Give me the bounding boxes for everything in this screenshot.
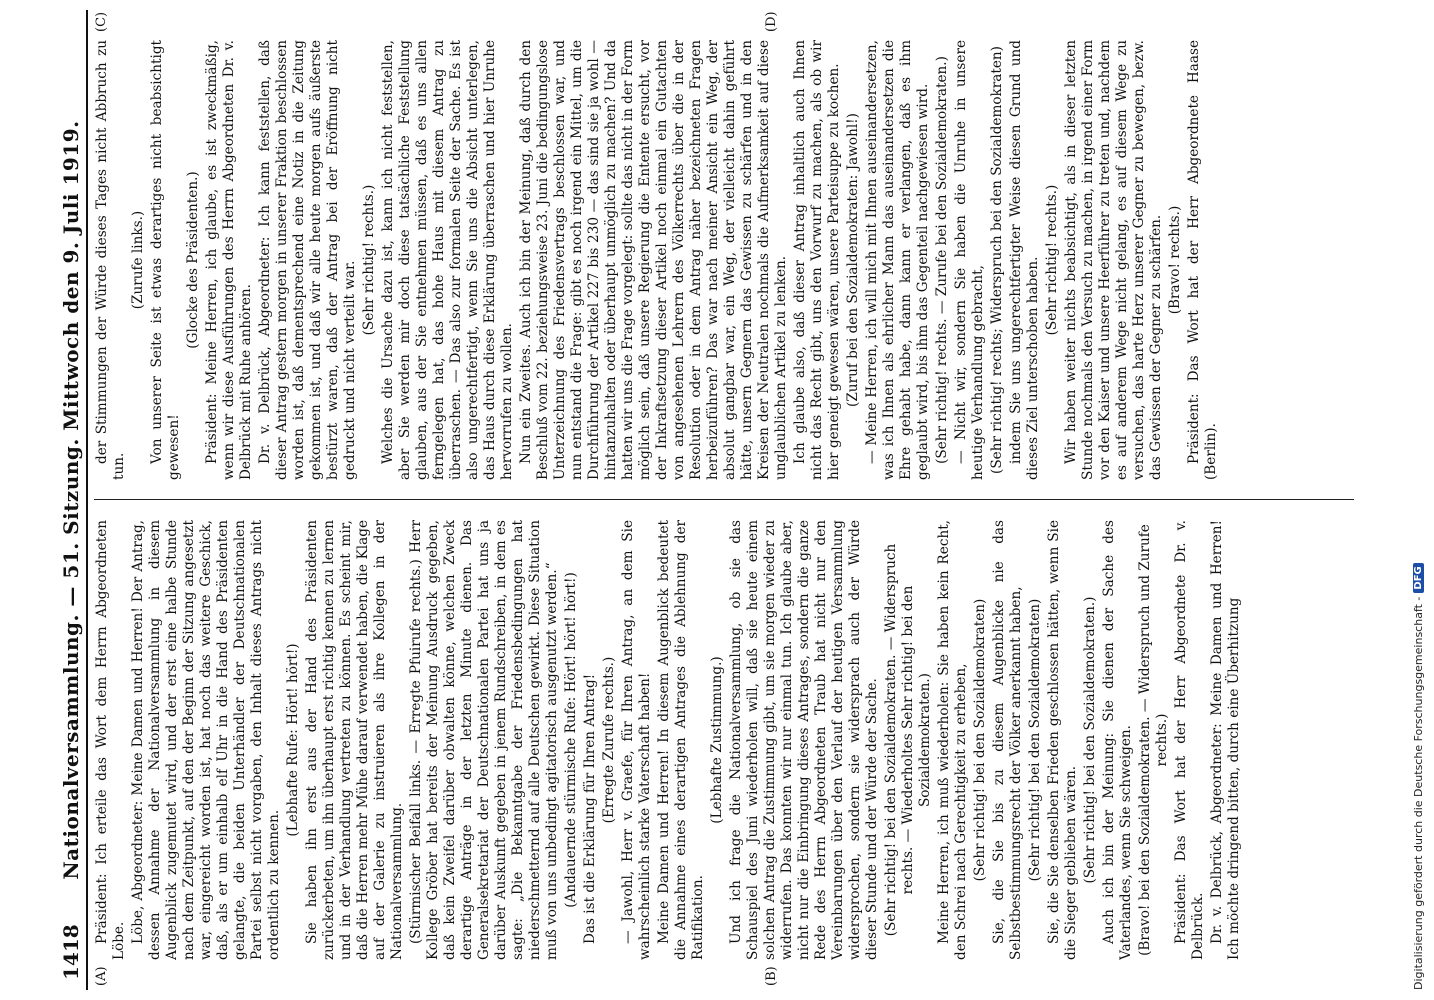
paragraph: (Glocke des Präsidenten.): [185, 171, 201, 349]
running-head: Nationalversammlung. — 51. Sitzung. Mittwoch den 9. Juli 1919.: [59, 120, 83, 880]
credit-text: Digitalisierung gefördert durch die Deutsche Forschungsgemeinschaft -: [1411, 596, 1425, 990]
paragraph: (Zuruf bei den Sozialdemokraten: Jawohl!): [845, 113, 861, 407]
paragraph: — Nicht wir, sondern Sie haben die Unruhe in unsere heutige Verhandlung gebracht,: [953, 40, 986, 480]
page-body: [60, 10, 1360, 990]
paragraph: (Sehr richtig! rechts; Widerspruch bei den Sozialdemokraten): [989, 46, 1005, 474]
paragraph: (Sehr richtig! rechts.): [1044, 184, 1060, 336]
paragraph: Sie, die Sie denselben Frieden geschlossen hätten, wenn Sie die Sieger geblieben wären.: [1046, 520, 1079, 960]
margin-mark-c: (C): [94, 11, 109, 32]
paragraph: (Sehr richtig! bei den Sozialdemokraten. — Widerspruch rechts. — Wiederholtes Sehr richtig! bei den Sozialdemokraten.): [883, 543, 933, 937]
right-column: [94, 40, 1354, 480]
digitization-credit: [1408, 10, 1428, 990]
paragraph: Und ich frage die Nationalversammlung, ob sie das Schauspiel des Juni wiederholen will, daß sie heute einem solchen Antrag die Zustimmung gibt, um sie morgen wieder zu widerrufen. Das konnten wir nur einmal tun. Ich glaube aber, nicht nur die Einbringung dieses Antrages, sondern die ganze Rede des Herrn Abgeordneten Traub hat nicht nur den Vereinbarungen über den Verlauf der heutigen Versammlung widersprochen, sondern sie widersprach auch der Würde dieser Stunde und der Würde der Sache.: [728, 520, 880, 960]
margin-mark-a: (A): [94, 966, 109, 986]
left-column: [94, 520, 1354, 960]
paragraph: Ich glaube also, daß dieser Antrag inhaltlich auch Ihnen nicht das Recht gibt, uns den Vorwurf zu machen, als ob wir hier geneigt gewesen wären, unsere Parteisuppe zu kochen.: [792, 40, 842, 480]
paragraph: (Stürmischer Beifall links. — Erregte Pfuirufe rechts.) Herr Kollege Gröber hat bereits der Meinung Ausdruck gegeben, daß kein Zweifel darüber obwalten könne, welchen Zweck derartige Anträge in der letzten Minute dienen. Das Generalsekretariat der Deutschnationalen Partei hat uns ja darüber Auskunft gegeben in jenem Rundschreiben, in dem es sagte: „Die Bekanntgabe der Friedensbedingungen hat niederschmetternd auf alle Deutschen gewirkt. Diese Situation muß von uns unbedingt agitatorisch ausgenutzt werden.“: [408, 520, 560, 960]
margin-mark-d: (D): [764, 11, 779, 32]
paragraph: Meine Damen und Herren! In diesem Augenblick bedeutet die Annahme eines derartigen Antrages die Ablehnung der Ratifikation.: [656, 520, 706, 960]
paragraph: Von unserer Seite ist etwas derartiges nicht beabsichtigt gewesen!: [149, 40, 182, 480]
paragraph: (Sehr richtig! rechts. — Zurufe bei den Sozialdemokraten.): [934, 56, 950, 464]
paragraph: (Sehr richtig! rechts.): [361, 184, 377, 336]
paragraph: Das ist die Erklärung für Ihren Antrag!: [582, 673, 598, 944]
paragraph: Sie, die Sie bis zu diesem Augenblicke nie das Selbstbestimmungsrecht der Völker anerkannt haben,: [991, 520, 1024, 960]
paragraph: Löbe, Abgeordneter: Meine Damen und Herren! Der Antrag, dessen Annahme der Nationalversammlung in diesem Augenblick zugemutet wird, und der erst eine halbe Stunde nach dem Zeitpunkt, auf den der Beginn der Sitzung angesetzt war, eingereicht worden ist, hat noch das weitere Geschick, daß, als er um einhalb elf Uhr in die Hand des Präsidenten gelangte, die beiden Unterhändler der Deutschnationalen Partei selbst nicht vorgaben, den Inhalt dieses Antrags nicht ordentlich zu kennen.: [130, 520, 282, 960]
paragraph: (Andauernde stürmische Rufe: Hört! hört! hört!): [563, 572, 579, 908]
paragraph: Präsident: Ich erteile das Wort dem Herrn Abgeordneten Löbe.: [94, 520, 127, 960]
paragraph: Meine Herren, ich muß wiederholen: Sie haben kein Recht, den Schrei nach Gerechtigkeit zu erheben,: [936, 520, 969, 960]
paragraph: (Zurufe links.): [130, 210, 146, 310]
dfg-logo-icon: DFG: [1413, 563, 1424, 592]
page-header: [60, 10, 88, 990]
paragraph: (Bravo! rechts.): [1167, 205, 1183, 315]
paragraph: — Jawohl, Herr v. Graefe, für Ihren Antrag, an dem Sie wahrscheinlich starke Vaterschaft haben!: [620, 520, 653, 960]
text-columns: [94, 10, 1354, 990]
paragraph: (Sehr richtig! bei den Sozialdemokraten.): [1082, 596, 1098, 884]
paragraph: (Sehr richtig! bei den Sozialdemokraten): [972, 598, 988, 882]
paragraph: Auch ich bin der Meinung: Sie dienen der Sache des Vaterlandes, wenn Sie schweigen.: [1101, 520, 1134, 960]
paragraph: Präsident: Meine Herren, ich glaube, es ist zweckmäßig, wenn wir diese Ausführungen des Herrn Abgeordneten Dr. v. Delbrück mit Ruhe anhören.: [204, 40, 254, 480]
paragraph: Dr. v. Delbrück, Abgeordneter: Meine Damen und Herren! Ich möchte dringend bitten, durch eine Überhitzung: [1209, 520, 1242, 960]
paragraph: — Meine Herren, ich will mich mit Ihnen auseinandersetzen, was ich Ihnen als ehrlicher Mann das auseinandersetzen die Ehre gehabt habe, dann kann er verlangen, daß es ihm geglaubt wird, bis ihm das Gegenteil nachgewiesen wird.: [864, 40, 931, 480]
paragraph: (Erregte Zurufe rechts.): [601, 656, 617, 824]
paragraph: Präsident: Das Wort hat der Herr Abgeordnete Dr. v. Delbrück.: [1173, 520, 1206, 960]
page-number: 1418: [59, 924, 83, 980]
paragraph: (Bravo! bei den Sozialdemokraten. — Widerspruch und Zurufe rechts.): [1137, 524, 1170, 956]
paragraph: Nun ein Zweites. Auch ich bin der Meinung, daß durch den Beschluß vom 22. beziehungsweise 23. Juni die bedingungslose Unterzeichnung des Friedensvertrags beschlossen war, und nun entstand die Frage: gibt es noch irgend ein Mittel, um die Durchführung der Artikel 227 bis 230 — das sind sie ja wohl — hintanzuhalten oder überhaupt unmöglich zu machen? Und da hatten wir uns die Frage vorgelegt: sollte das nicht in der Form möglich sein, daß unsere Regierung die Entente ersucht, vor der Inkraftsetzung dieser Artikel noch einmal ein Gutachten von angesehenen Lehrern des Völkerrechts über die in der Resolution oder in dem Antrag näher bezeichneten Fragen herbeizuführen? Das war nach meiner Ansicht ein Weg, der absolut gangbar war, ein Weg, der vielleicht dahin geführt hätte, unsern Gegnern das Gewissen zu schärfen und in den Kreisen der Neutralen nochmals die Aufmerksamkeit auf diese unglaublichen Artikel zu lenken.: [518, 40, 789, 480]
paragraph: Sie haben ihn erst aus der Hand des Präsidenten zurückerbeten, um ihn überhaupt erst richtig kennen zu lernen und in der Verhandlung vertreten zu können. Es scheint mir, daß die Herren mehr Mühe darauf verwendet haben, die Klage auf der Galerie zu instruieren als ihre Kollegen in der Nationalversammlung.: [304, 520, 405, 960]
paragraph: Dr. v. Delbrück, Abgeordneter: Ich kann feststellen, daß dieser Antrag gestern morgen in unserer Fraktion beschlossen worden ist, daß dementsprechend eine Notiz in die Zeitung gekommen ist, und daß wir alle heute morgen aufs äußerste bestürzt waren, daß der Antrag bei der Eröffnung nicht gedruckt und nicht verteilt war.: [257, 40, 358, 480]
paragraph: Welches die Ursache dazu ist, kann ich nicht feststellen, aber Sie werden mir doch diese tatsächliche Feststellung glauben, aus der Sie entnehmen müssen, daß es uns allen ferngelegen hat, das hohe Haus mit diesem Antrag zu überraschen. — Das also zur formalen Seite der Sache. Es ist also ungerechtfertigt, wenn Sie uns die Absicht unterlegen, das Haus durch diese Erklärung überraschen und hier Unruhe hervorrufen zu wollen.: [380, 40, 515, 480]
paragraph: Wir haben weiter nichts beabsichtigt, als in dieser letzten Stunde nochmals den Versuch zu machen, in irgend einer Form vor den Kaiser und unsere Heerführer zu treten und, nachdem es auf anderem Wege nicht gelang, es auf diesem Wege zu versuchen, das harte Herz unserer Gegner zu bewegen, bezw. das Gewissen der Gegner zu schärfen.: [1063, 40, 1164, 480]
paragraph: (Sehr richtig! bei den Sozialdemokraten): [1027, 598, 1043, 882]
paragraph: indem Sie uns ungerechtfertigter Weise diesen Grund und dieses Ziel unterschoben haben.: [1008, 40, 1041, 480]
column-divider: [94, 499, 1354, 500]
paragraph: (Lebhafte Zustimmung.): [709, 656, 725, 824]
paragraph: (Lebhafte Rufe: Hört! hört!): [285, 643, 301, 837]
paragraph: der Stimmungen der Würde dieses Tages nicht Abbruch zu tun.: [94, 40, 127, 480]
paragraph: Präsident: Das Wort hat der Herr Abgeordnete Haase (Berlin).: [1186, 40, 1219, 480]
margin-mark-b: (B): [764, 966, 779, 986]
